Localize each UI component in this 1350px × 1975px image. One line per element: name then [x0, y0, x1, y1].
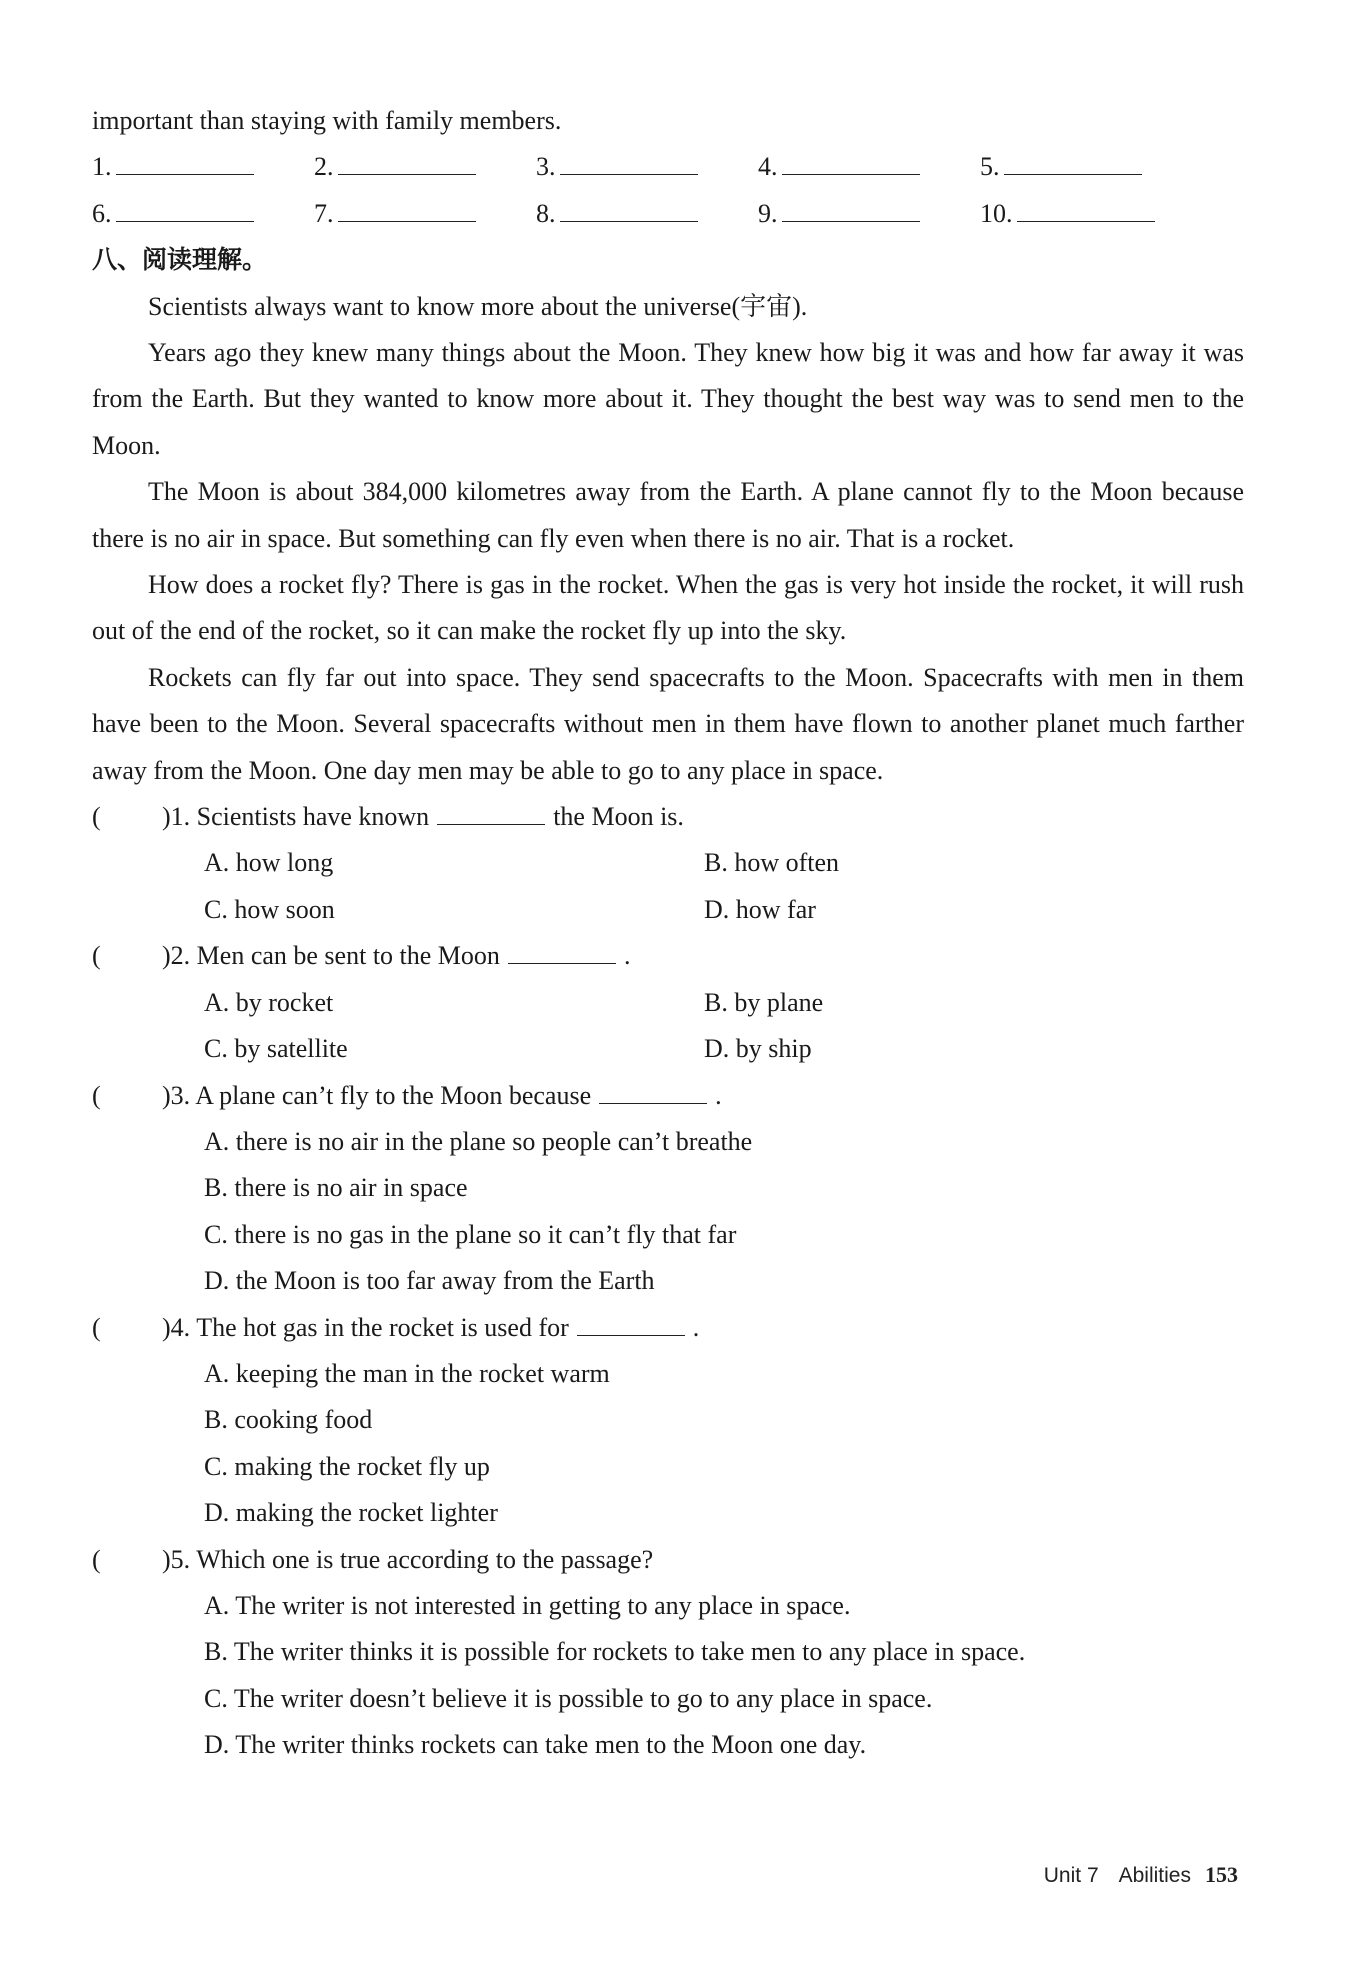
option-a[interactable]: A. keeping the man in the rocket warm: [204, 1358, 610, 1388]
option-a[interactable]: A. there is no air in the plane so people can’t breathe: [204, 1126, 753, 1156]
continued-text: important than staying with family members.: [92, 106, 562, 135]
blank-line: [1004, 152, 1142, 175]
option-d[interactable]: D. The writer thinks rockets can take men to the Moon one day.: [204, 1730, 867, 1760]
unit-label: Unit 7: [1043, 1864, 1099, 1887]
answer-blank[interactable]: 6.: [92, 191, 314, 237]
page-content: [92, 98, 1244, 1769]
page-footer: [1044, 1862, 1238, 1888]
option-c[interactable]: C. making the rocket fly up: [204, 1451, 490, 1481]
fill-blank[interactable]: [437, 802, 545, 825]
option-b[interactable]: B. cooking food: [204, 1405, 373, 1435]
answer-blank[interactable]: 7.: [314, 191, 536, 237]
options: [92, 840, 1244, 933]
blank-line: [782, 199, 920, 222]
option-c[interactable]: C. there is no gas in the plane so it can’t fly that far: [204, 1219, 737, 1249]
answer-blank[interactable]: 10.: [980, 191, 1202, 237]
options: [92, 1351, 1244, 1537]
page-number: 153: [1205, 1862, 1238, 1887]
question-5: ( )5. Which one is true according to the passage?: [92, 1537, 1244, 1583]
options: [92, 1583, 1244, 1769]
option-c[interactable]: C. how soon: [204, 894, 335, 924]
passage-paragraph: Scientists always want to know more about the universe(宇宙).: [148, 291, 808, 321]
blank-line: [116, 199, 254, 222]
options: [92, 980, 1244, 1073]
option-c[interactable]: C. by satellite: [204, 1034, 348, 1064]
blank-line: [338, 199, 476, 222]
question-2: ( )2. Men can be sent to the Moon .: [92, 933, 1244, 979]
question-1: ( )1. Scientists have known the Moon is.: [92, 794, 1244, 840]
passage-paragraph: Rockets can fly far out into space. They send spacecrafts to the Moon. Spacecrafts with men in them have been to the Moon. Several spacecrafts without men in them have flown to another planet much farther away from the Moon. One day men may be able to go to any place in space.: [92, 662, 1244, 785]
answer-paren[interactable]: (: [92, 802, 101, 832]
blank-line: [782, 152, 920, 175]
answer-paren[interactable]: (: [92, 1312, 101, 1342]
passage-paragraph: The Moon is about 384,000 kilometres away from the Earth. A plane cannot fly to the Moon because there is no air in space. But something can fly even when there is no air. That is a rocket.: [92, 477, 1244, 553]
option-a[interactable]: A. how long: [204, 848, 334, 878]
answer-blank[interactable]: 4.: [758, 144, 980, 190]
answer-paren[interactable]: (: [92, 1544, 101, 1574]
fill-blank[interactable]: [599, 1081, 707, 1104]
blank-line: [116, 152, 254, 175]
answer-blanks-row-2: [92, 191, 1244, 237]
option-d[interactable]: D. the Moon is too far away from the Earth: [204, 1266, 655, 1296]
blank-line: [1017, 199, 1155, 222]
option-a[interactable]: A. by rocket: [204, 987, 334, 1017]
option-c[interactable]: C. The writer doesn’t believe it is possible to go to any place in space.: [204, 1683, 933, 1713]
question-3: ( )3. A plane can’t fly to the Moon because .: [92, 1073, 1244, 1119]
answer-blank[interactable]: 8.: [536, 191, 758, 237]
answer-blank[interactable]: 2.: [314, 144, 536, 190]
blank-line: [338, 152, 476, 175]
fill-blank[interactable]: [577, 1313, 685, 1336]
passage-paragraph: Years ago they knew many things about the Moon. They knew how big it was and how far away it was from the Earth. But they wanted to know more about it. They thought the best way was to send men to the Moon.: [92, 338, 1244, 460]
blank-line: [560, 152, 698, 175]
section-title: 八、阅读理解。: [92, 245, 268, 275]
answer-blank[interactable]: 5.: [980, 144, 1202, 190]
option-d[interactable]: D. making the rocket lighter: [204, 1498, 498, 1528]
answer-paren[interactable]: (: [92, 1080, 101, 1110]
passage-paragraph: How does a rocket fly? There is gas in the rocket. When the gas is very hot inside the rocket, it will rush out of the end of the rocket, so it can make the rocket fly up into the sky.: [92, 570, 1244, 646]
blank-line: [560, 199, 698, 222]
option-d[interactable]: D. how far: [704, 894, 816, 924]
option-a[interactable]: A. The writer is not interested in getting to any place in space.: [204, 1590, 851, 1620]
fill-blank[interactable]: [508, 941, 616, 964]
answer-blank[interactable]: 3.: [536, 144, 758, 190]
question-4: ( )4. The hot gas in the rocket is used for .: [92, 1305, 1244, 1351]
option-d[interactable]: D. by ship: [704, 1034, 812, 1064]
option-b[interactable]: B. how often: [704, 848, 840, 878]
option-b[interactable]: B. by plane: [704, 987, 824, 1017]
unit-title: Abilities: [1118, 1864, 1191, 1887]
options: [92, 1119, 1244, 1305]
answer-blank[interactable]: 1.: [92, 144, 314, 190]
answer-paren[interactable]: (: [92, 941, 101, 971]
answer-blank[interactable]: 9.: [758, 191, 980, 237]
option-b[interactable]: B. The writer thinks it is possible for rockets to take men to any place in space.: [204, 1637, 1026, 1667]
option-b[interactable]: B. there is no air in space: [204, 1173, 468, 1203]
answer-blanks-row-1: [92, 144, 1244, 190]
